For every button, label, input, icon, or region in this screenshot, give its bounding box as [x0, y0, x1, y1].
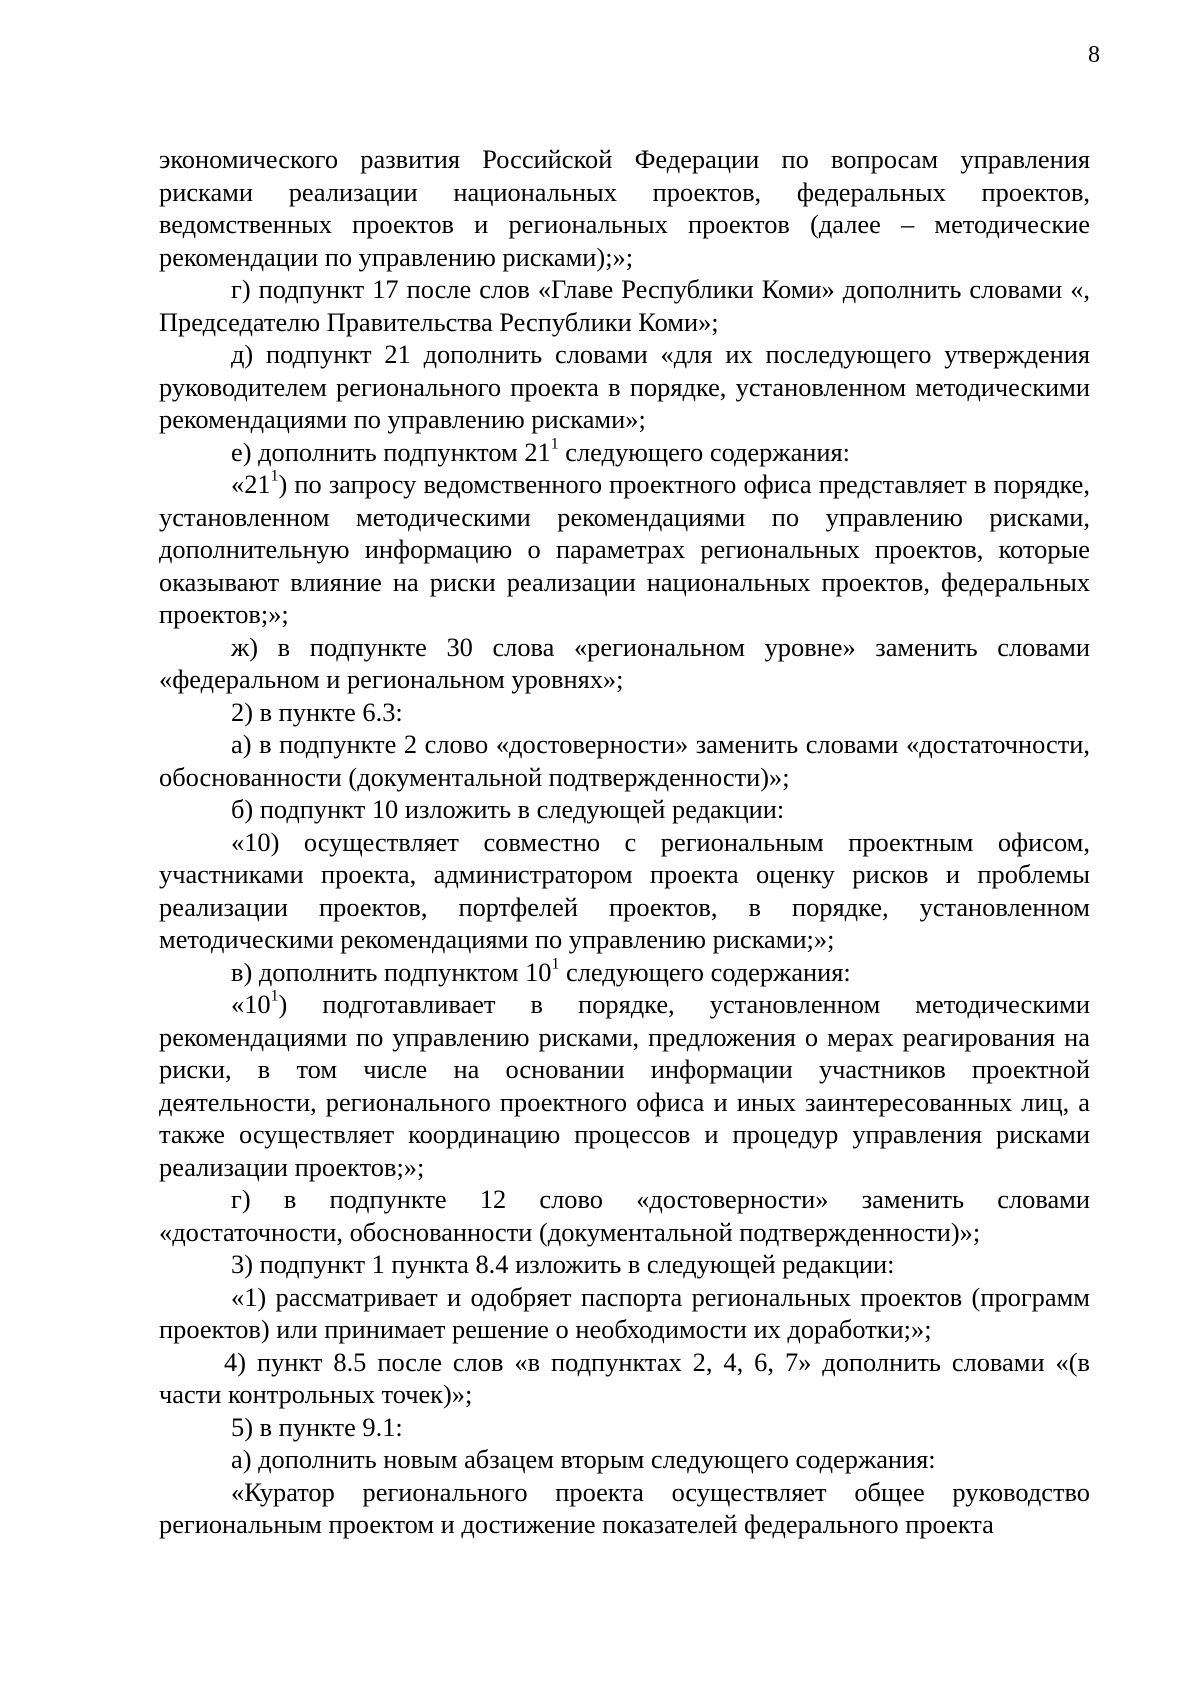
text-run: следующего содержания:	[558, 436, 850, 467]
paragraph	[159, 956, 1090, 989]
text-run: экономического развития Российской Федерации по вопросам управления рисками реализации национальных проектов, федеральных проектов, ведомственных проектов и региональных проектов (далее – методические рекомендации по управлению рисками);»;	[159, 144, 1090, 272]
paragraph	[159, 1443, 1090, 1476]
paragraph	[159, 273, 1090, 338]
text-run: следующего содержания:	[559, 956, 851, 987]
text-run: в) дополнить подпунктом 10	[231, 956, 552, 987]
text-run: 3) подпункт 1 пункта 8.4 изложить в следующей редакции:	[231, 1249, 895, 1279]
paragraph	[159, 793, 1090, 826]
page-number: 8	[1088, 42, 1100, 68]
text-run: «21	[231, 469, 271, 499]
text-run: а) в подпункте 2 слово «достоверности» заменить словами «достаточности, обоснованности (документальной подтвержденности)»;	[159, 729, 1090, 792]
text-run: 2) в пункте 6.3:	[231, 696, 403, 727]
text-run: ) подготавливает в порядке, установленном методическими рекомендациями по управлению рисками, предложения о мерах реагирования на риски, в том числе на основании информации участников проектной деятельности, регионального проектного офиса и иных заинтересованных лиц, а также осуществляет координацию процессов и процедур управления рисками реализации проектов;»;	[159, 989, 1090, 1182]
text-run: г) в подпункте 12 слово «достоверности» заменить словами «достаточности, обоснованности (документальной подтвержденности)»;	[159, 1184, 1090, 1247]
paragraph	[159, 631, 1090, 696]
text-run: ж) в подпункте 30 слова «региональном уровне» заменить словами «федеральном и региональном уровнях»;	[159, 631, 1090, 694]
text-run: а) дополнить новым абзацем вторым следующего содержания:	[231, 1444, 936, 1474]
paragraph	[159, 436, 1090, 469]
superscript: 1	[270, 987, 279, 1005]
paragraph	[159, 728, 1090, 793]
text-run: б) подпункт 10 изложить в следующей редакции:	[231, 794, 785, 824]
text-run: «10	[231, 989, 271, 1019]
text-run: г) подпункт 17 после слов «Главе Республики Коми» дополнить словами «, Председателю Правительства Республики Коми»;	[159, 274, 1090, 337]
document-body	[159, 143, 1090, 1541]
paragraph	[159, 988, 1090, 1183]
paragraph	[159, 338, 1090, 436]
text-run: «1) рассматривает и одобряет паспорта региональных проектов (программ проектов) или принимает решение о необходимости их доработки;»;	[159, 1281, 1090, 1344]
paragraph	[159, 1183, 1090, 1248]
paragraph	[159, 143, 1090, 273]
paragraph	[159, 468, 1090, 631]
text-run: «10) осуществляет совместно с региональным проектным офисом, участниками проекта, администратором проекта оценку рисков и проблемы реализации проектов, портфелей проектов, в порядке, установленном методическими рекомендациями по управлению рисками;»;	[159, 826, 1090, 954]
text-run: 4) пункт 8.5 после слов «в подпунктах 2, 4, 6, 7» дополнить словами «(в части контрольных точек)»;	[159, 1346, 1090, 1409]
superscript: 1	[270, 467, 279, 485]
text-run: е) дополнить подпунктом 21	[231, 436, 551, 467]
text-run: ) по запросу ведомственного проектного офиса представляет в порядке, установленном методическими рекомендациями по управлению рисками, дополнительную информацию о параметрах региональных проектов, которые оказывают влияние на риски реализации национальных проектов, федеральных проектов;»;	[159, 469, 1090, 629]
paragraph	[159, 1248, 1090, 1281]
paragraph	[159, 1281, 1090, 1346]
paragraph	[159, 1346, 1090, 1411]
superscript: 1	[551, 954, 560, 972]
text-run: «Куратор регионального проекта осуществляет общее руководство региональным проектом и достижение показателей федерального проекта	[159, 1476, 1090, 1539]
superscript: 1	[550, 434, 559, 452]
paragraph	[159, 1411, 1090, 1444]
text-run: д) подпункт 21 дополнить словами «для их последующего утверждения руководителем регионального проекта в порядке, установленном методическими рекомендациями по управлению рисками»;	[159, 339, 1090, 434]
paragraph	[159, 826, 1090, 956]
text-run: 5) в пункте 9.1:	[231, 1411, 403, 1442]
paragraph	[159, 1476, 1090, 1541]
paragraph	[159, 696, 1090, 729]
